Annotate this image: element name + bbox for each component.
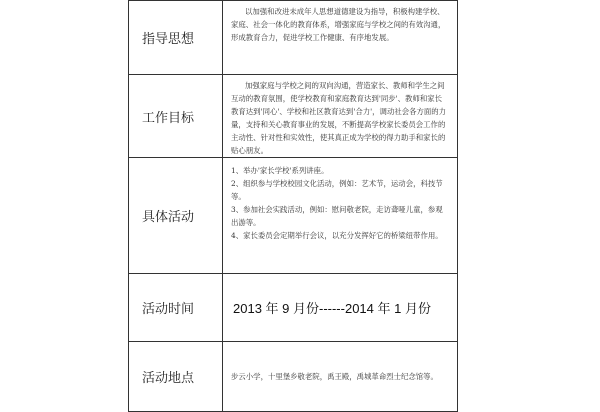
activity-item: 1、举办'家长学校'系列讲座。 xyxy=(231,166,329,175)
activities-label: 具体活动 xyxy=(129,158,223,274)
row-place xyxy=(129,342,458,412)
activity-item: 4、家长委员会定期举行会议，以充分发挥好它的桥梁纽带作用。 xyxy=(231,231,443,240)
plan-table xyxy=(128,0,458,412)
row-guiding xyxy=(129,1,458,75)
row-time xyxy=(129,274,458,342)
row-activities xyxy=(129,158,458,274)
place-label: 活动地点 xyxy=(129,342,223,412)
guiding-cell xyxy=(223,1,458,75)
plan-document xyxy=(128,0,458,400)
row-goal xyxy=(129,75,458,158)
goal-label: 工作目标 xyxy=(129,75,223,158)
guiding-text: 以加强和改进未成年人思想道德建设为指导，积极构建学校、家庭、社会一体化的教育体系，增强家庭与学校之间的有效沟通，形成教育合力，促进学校工作健康、有序地发展。 xyxy=(231,7,446,42)
place-value: 步云小学，十里堡乡敬老院，禹王殿，禹城革命烈士纪念馆等。 xyxy=(223,342,458,412)
goal-text: 加强家庭与学校之间的双向沟通，营造家长、教师和学生之间互动的教育氛围，使学校教育和家庭教育达到'同步'、教师和家长教育达到'同心'、学校和社区教育达到'合力'，调动社会各方面的力量，支持和关心教育事业的发展，不断提高学校家长委员会工作的主动性、针对性和实效性，使其真正成为学校的得力助手和家长的贴心朋友。 xyxy=(231,81,447,155)
activities-cell xyxy=(223,158,458,274)
activity-item: 2、组织参与学校校园文化活动，例如：艺术节，运动会，科技节等。 xyxy=(231,179,443,201)
time-label: 活动时间 xyxy=(129,274,223,342)
time-value: 2013 年 9 月份------2014 年 1 月份 xyxy=(223,274,458,342)
guiding-label: 指导思想 xyxy=(129,1,223,75)
goal-cell xyxy=(223,75,458,158)
activity-item: 3、参加社会实践活动，例如：慰问敬老院，走访聋哑儿童，参观出游等。 xyxy=(231,205,443,227)
